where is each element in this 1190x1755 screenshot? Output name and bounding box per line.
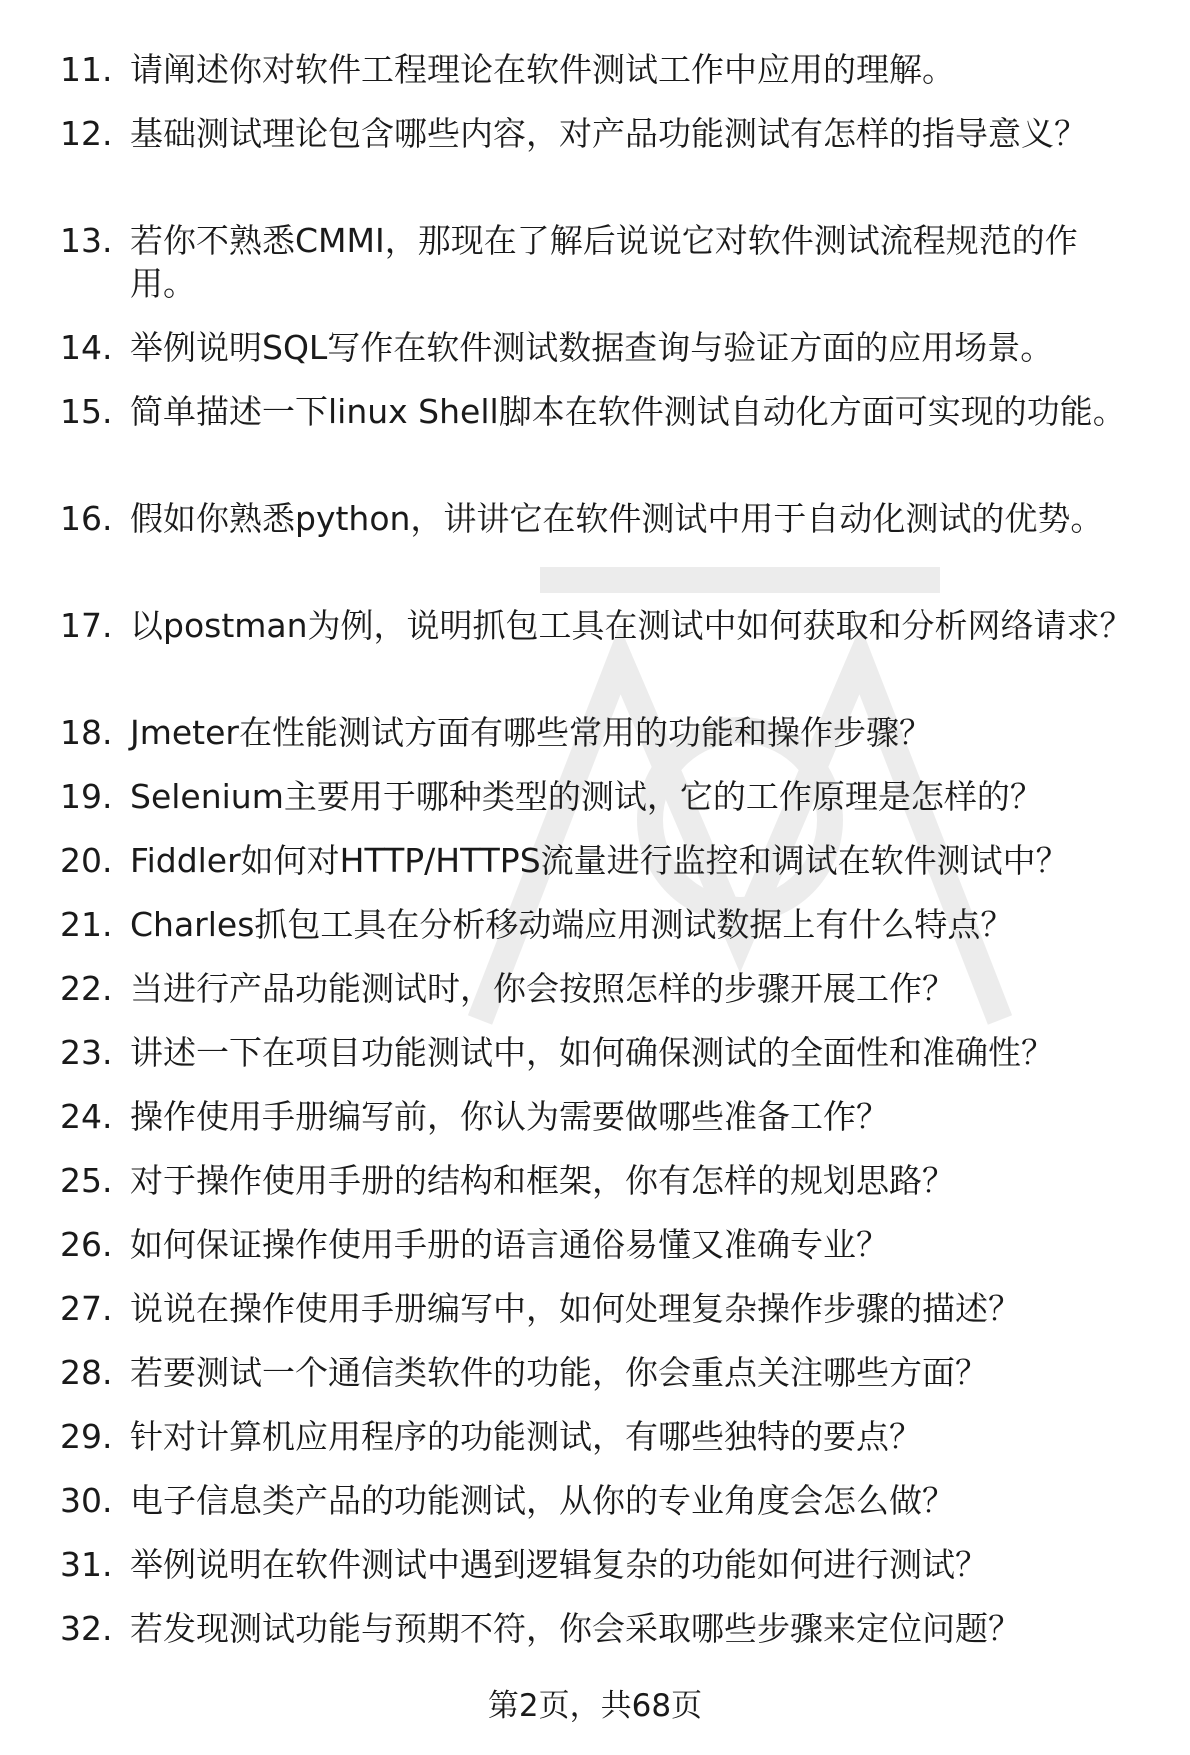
question-text: 举例说明SQL写作在软件测试数据查询与验证方面的应用场景。: [130, 328, 1054, 367]
question-number: 13.: [60, 221, 113, 260]
question-item: [60, 1415, 1160, 1458]
question-number: 27.: [60, 1289, 113, 1328]
question-text: 若发现测试功能与预期不符，你会采取哪些步骤来定位问题？: [130, 1609, 1021, 1648]
question-text: Jmeter在性能测试方面有哪些常用的功能和操作步骤？: [130, 713, 932, 752]
question-item: [60, 1159, 1160, 1202]
question-item: [60, 1479, 1160, 1522]
question-number: 14.: [60, 328, 113, 367]
question-item: [60, 604, 1160, 690]
question-text: 电子信息类产品的功能测试，从你的专业角度会怎么做？: [130, 1481, 955, 1520]
question-item: [60, 903, 1160, 946]
question-text: 如何保证操作使用手册的语言通俗易懂又准确专业？: [130, 1225, 889, 1264]
question-item: [60, 390, 1160, 476]
question-item: [60, 1095, 1160, 1138]
question-item: [60, 711, 1160, 754]
question-item: [60, 1287, 1160, 1330]
question-text: 讲述一下在项目功能测试中，如何确保测试的全面性和准确性？: [130, 1033, 1054, 1072]
question-text: Selenium主要用于哪种类型的测试，它的工作原理是怎样的？: [130, 777, 1043, 816]
question-number: 12.: [60, 114, 113, 153]
question-text: 基础测试理论包含哪些内容，对产品功能测试有怎样的指导意义？: [130, 114, 1087, 153]
question-item: [60, 497, 1160, 583]
question-item: [60, 775, 1160, 818]
question-text: 操作使用手册编写前，你认为需要做哪些准备工作？: [130, 1097, 889, 1136]
question-number: 18.: [60, 713, 113, 752]
question-item: [60, 967, 1160, 1010]
question-item: [60, 1607, 1160, 1650]
question-number: 11.: [60, 50, 113, 89]
question-number: 30.: [60, 1481, 113, 1520]
question-number: 21.: [60, 905, 113, 944]
question-text: 当进行产品功能测试时，你会按照怎样的步骤开展工作？: [130, 969, 955, 1008]
question-item: [60, 1031, 1160, 1074]
question-text: Fiddler如何对HTTP/HTTPS流量进行监控和调试在软件测试中？: [130, 841, 1069, 880]
question-item: [60, 112, 1160, 198]
question-number: 23.: [60, 1033, 113, 1072]
question-text: 对于操作使用手册的结构和框架，你有怎样的规划思路？: [130, 1161, 955, 1200]
question-text: 请阐述你对软件工程理论在软件测试工作中应用的理解。: [130, 50, 955, 89]
question-number: 19.: [60, 777, 113, 816]
question-text: 针对计算机应用程序的功能测试，有哪些独特的要点？: [130, 1417, 922, 1456]
question-item: [60, 1351, 1160, 1394]
question-item: [60, 48, 1160, 91]
question-number: 25.: [60, 1161, 113, 1200]
question-number: 16.: [60, 499, 113, 538]
question-number: 28.: [60, 1353, 113, 1392]
question-number: 17.: [60, 606, 113, 645]
question-text: 举例说明在软件测试中遇到逻辑复杂的功能如何进行测试？: [130, 1545, 988, 1584]
question-text: 说说在操作使用手册编写中，如何处理复杂操作步骤的描述？: [130, 1289, 1021, 1328]
question-item: [60, 1543, 1160, 1586]
question-item: [60, 839, 1160, 882]
question-text: 简单描述一下linux Shell脚本在软件测试自动化方面可实现的功能。: [130, 392, 1126, 431]
question-number: 26.: [60, 1225, 113, 1264]
question-number: 24.: [60, 1097, 113, 1136]
question-number: 20.: [60, 841, 113, 880]
question-item: [60, 1223, 1160, 1266]
question-text: Charles抓包工具在分析移动端应用测试数据上有什么特点？: [130, 905, 1014, 944]
question-number: 15.: [60, 392, 113, 431]
question-item: [60, 219, 1160, 305]
question-text: 假如你熟悉python，讲讲它在软件测试中用于自动化测试的优势。: [130, 499, 1104, 538]
question-number: 29.: [60, 1417, 113, 1456]
question-number: 32.: [60, 1609, 113, 1648]
question-number: 22.: [60, 969, 113, 1008]
question-item: [60, 326, 1160, 369]
page-number-footer: 第2页，共68页: [487, 1688, 703, 1724]
question-text: 若你不熟悉CMMI，那现在了解后说说它对软件测试流程规范的作用。: [130, 221, 1078, 303]
question-text: 若要测试一个通信类软件的功能，你会重点关注哪些方面？: [130, 1353, 988, 1392]
question-list: [60, 48, 1160, 1671]
question-number: 31.: [60, 1545, 113, 1584]
question-text: 以postman为例，说明抓包工具在测试中如何获取和分析网络请求？: [130, 606, 1133, 645]
